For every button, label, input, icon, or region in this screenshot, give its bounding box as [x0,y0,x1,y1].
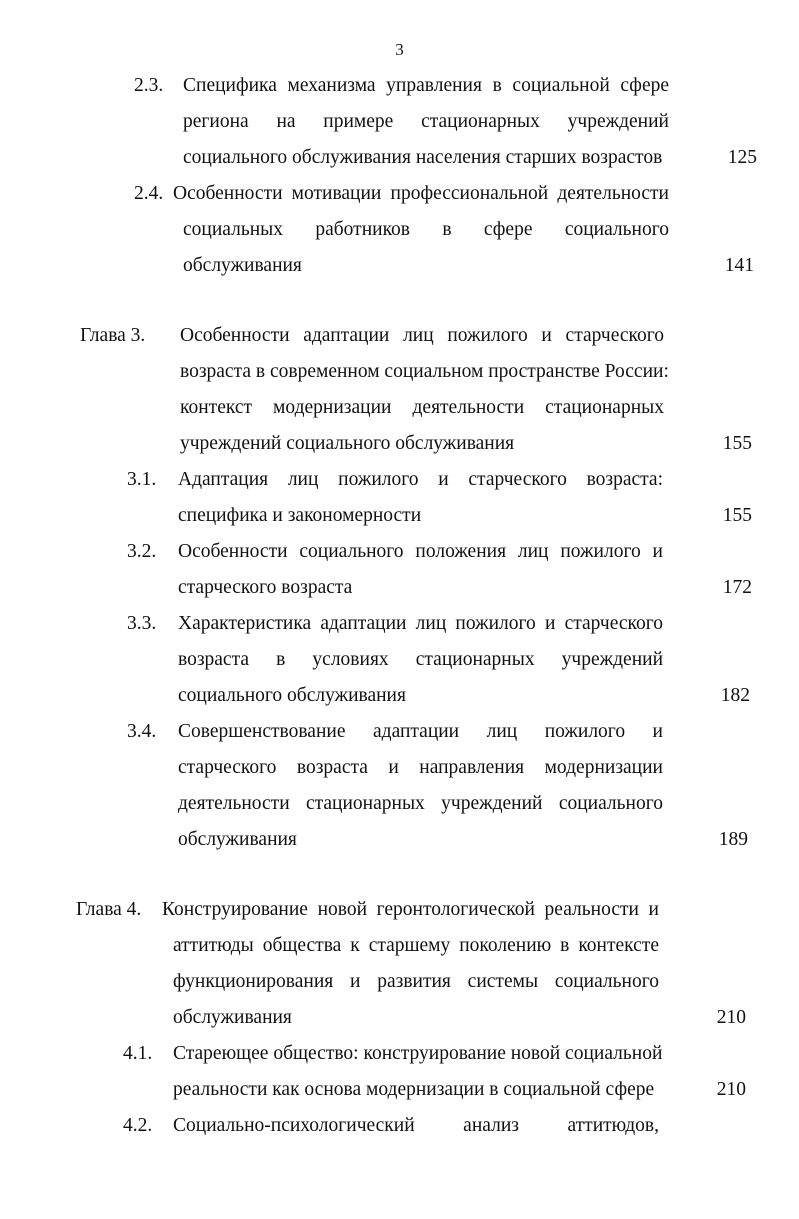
toc-chapter-number: Глава 3. [80,325,146,346]
toc-entry-line: Специфика механизма управления в социальной сфере [183,75,669,96]
toc-entry-3-4 [0,714,799,858]
toc-entry-line: Конструирование новой геронтологической реальности и [162,899,659,920]
toc-entry-line: Адаптация лиц пожилого и старческого возраста: [178,469,663,490]
toc-entry-line: обслуживания [183,255,302,276]
toc-entry-number: 4.1. [123,1043,153,1064]
toc-entry-number: 3.4. [127,721,157,742]
toc-entry-3-1 [0,462,799,534]
toc-entry-2-4 [0,176,799,284]
toc-entry-page: 172 [722,577,752,598]
table-of-contents [0,68,799,1144]
toc-entry-line: региона на примере стационарных учреждений [183,111,669,132]
toc-entry-page: 125 [727,147,757,168]
toc-entry-line: деятельности стационарных учреждений социального [178,793,663,814]
toc-entry-page: 182 [720,685,750,706]
toc-entry-line: реальности как основа модернизации в социальной сфере [173,1079,655,1100]
toc-entry-3-3 [0,606,799,714]
toc-entry-number: 4.2. [123,1115,153,1136]
toc-entry-page: 210 [716,1007,746,1028]
page-number: 3 [395,40,404,59]
toc-entry-line: специфика и закономерности [178,505,422,526]
toc-entry-page: 189 [718,829,748,850]
toc-entry-page: 155 [722,505,752,526]
toc-entry-line: возраста в современном социальном пространстве России: [180,361,669,382]
toc-entry-line: старческого возраста [178,577,353,598]
toc-entry-page: 141 [724,255,754,276]
toc-entry-line: Особенности мотивации профессиональной деятельности [173,183,669,204]
toc-entry-line: Особенности адаптации лиц пожилого и старческого [180,325,664,346]
toc-chapter-4 [0,892,799,1036]
toc-entry-page: 155 [722,433,752,454]
toc-entry-line: возраста в условиях стационарных учреждений [178,649,663,670]
toc-entry-number: 2.4. [134,183,164,204]
toc-entry-4-1 [0,1036,799,1108]
toc-entry-line: контекст модернизации деятельности стационарных [180,397,664,418]
toc-entry-line: Особенности социального положения лиц пожилого и [178,541,663,562]
toc-entry-line: социального обслуживания [178,685,406,706]
toc-entry-page: 210 [716,1079,746,1100]
toc-entry-line: функционирования и развития системы социального [173,971,659,992]
toc-chapter-3 [0,318,799,462]
toc-entry-line: старческого возраста и направления модернизации [178,757,663,778]
toc-entry-number: 3.3. [127,613,157,634]
toc-entry-line: учреждений социального обслуживания [180,433,515,454]
toc-entry-3-2 [0,534,799,606]
toc-entry-line: Характеристика адаптации лиц пожилого и старческого [178,613,663,634]
toc-chapter-number: Глава 4. [76,899,142,920]
toc-entry-line: Социально-психологический анализ аттитюдов, [173,1115,659,1136]
toc-entry-number: 2.3. [134,75,164,96]
toc-entry-line: обслуживания [178,829,297,850]
toc-entry-2-3 [0,68,799,176]
toc-entry-line: аттитюды общества к старшему поколению в контексте [173,935,659,956]
toc-entry-line: Стареющее общество: конструирование новой социальной [173,1043,663,1064]
toc-entry-4-2 [0,1108,799,1144]
toc-entry-number: 3.2. [127,541,157,562]
toc-entry-line: социальных работников в сфере социального [183,219,669,240]
toc-entry-line: социального обслуживания населения старших возрастов [183,147,663,168]
toc-entry-line: обслуживания [173,1007,292,1028]
toc-entry-number: 3.1. [127,469,157,490]
toc-entry-line: Совершенствование адаптации лиц пожилого и [178,721,663,742]
